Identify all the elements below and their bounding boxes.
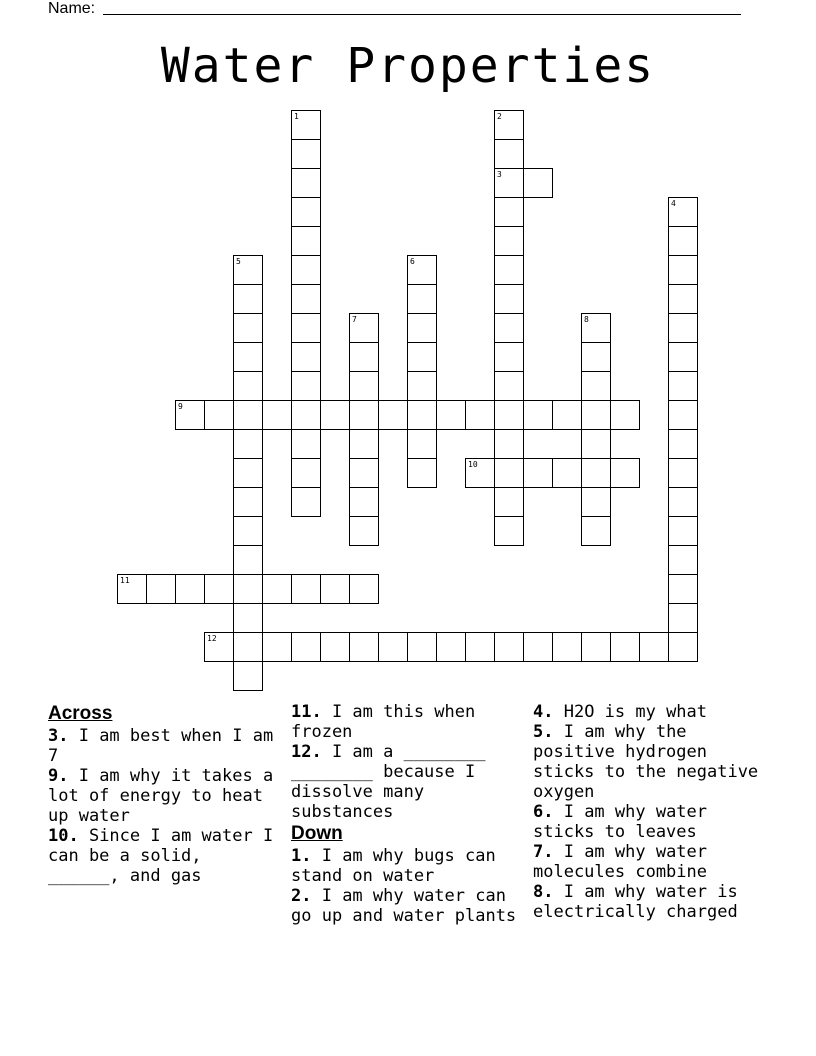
grid-cell[interactable] xyxy=(494,458,524,488)
grid-cell[interactable] xyxy=(233,545,263,575)
grid-cell[interactable] xyxy=(494,139,524,169)
cell-number: 11 xyxy=(120,576,130,585)
clue-text: I am a ________ ________ because I dissolve many substances xyxy=(291,742,486,822)
grid-cell[interactable] xyxy=(407,284,437,314)
grid-cell[interactable] xyxy=(175,400,205,430)
grid-cell[interactable] xyxy=(320,574,350,604)
grid-cell[interactable] xyxy=(146,574,176,604)
clue-number: 7. xyxy=(533,842,554,862)
clue-number: 8. xyxy=(533,882,554,902)
grid-cell[interactable] xyxy=(494,197,524,227)
grid-cell[interactable] xyxy=(407,255,437,285)
grid-cell[interactable] xyxy=(552,400,582,430)
grid-cell[interactable] xyxy=(349,632,379,662)
clue-down-1 xyxy=(291,846,523,886)
grid-cell[interactable] xyxy=(610,458,640,488)
grid-cell[interactable] xyxy=(407,313,437,343)
clue-number: 1. xyxy=(291,846,312,866)
grid-cell[interactable] xyxy=(552,458,582,488)
down-heading: Down xyxy=(291,823,343,844)
grid-cell[interactable] xyxy=(494,284,524,314)
grid-cell[interactable] xyxy=(262,400,292,430)
grid-cell[interactable] xyxy=(494,400,524,430)
grid-cell[interactable] xyxy=(668,545,698,575)
cell-number: 4 xyxy=(671,199,676,208)
grid-cell[interactable] xyxy=(291,255,321,285)
grid-cell[interactable] xyxy=(233,458,263,488)
grid-cell[interactable] xyxy=(668,400,698,430)
name-label: Name: xyxy=(48,0,96,17)
grid-cell[interactable] xyxy=(668,632,698,662)
grid-cell[interactable] xyxy=(523,168,553,198)
grid-cell[interactable] xyxy=(320,632,350,662)
grid-cell[interactable] xyxy=(291,400,321,430)
clue-number: 5. xyxy=(533,722,554,742)
grid-cell[interactable] xyxy=(668,313,698,343)
grid-cell[interactable] xyxy=(668,226,698,256)
grid-cell[interactable] xyxy=(233,400,263,430)
grid-cell[interactable] xyxy=(291,226,321,256)
grid-cell[interactable] xyxy=(494,313,524,343)
grid-cell[interactable] xyxy=(291,284,321,314)
grid-cell[interactable] xyxy=(233,516,263,546)
grid-cell[interactable] xyxy=(349,487,379,517)
clue-text: I am why it takes a lot of energy to heat up water xyxy=(48,766,274,826)
clue-text: H2O is my what xyxy=(553,702,708,722)
cell-number: 3 xyxy=(497,170,502,179)
grid-cell[interactable] xyxy=(407,458,437,488)
across-heading: Across xyxy=(48,703,113,724)
grid-cell[interactable] xyxy=(523,632,553,662)
clue-across-10 xyxy=(48,826,280,886)
grid-cell[interactable] xyxy=(349,371,379,401)
grid-cell[interactable] xyxy=(349,313,379,343)
cell-number: 12 xyxy=(207,634,217,643)
grid-cell[interactable] xyxy=(436,400,466,430)
clue-column-2 xyxy=(291,702,523,926)
grid-cell[interactable] xyxy=(233,487,263,517)
grid-cell[interactable] xyxy=(407,342,437,372)
grid-cell[interactable] xyxy=(494,429,524,459)
clue-text: Since I am water I can be a solid, ______, and gas xyxy=(48,826,274,886)
clue-number: 4. xyxy=(533,702,554,722)
grid-cell[interactable] xyxy=(233,574,263,604)
clue-text: I am why water molecules combine xyxy=(533,842,708,882)
grid-cell[interactable] xyxy=(581,487,611,517)
cell-number: 2 xyxy=(497,112,502,121)
grid-cell[interactable] xyxy=(581,458,611,488)
grid-cell[interactable] xyxy=(233,284,263,314)
grid-cell[interactable] xyxy=(668,197,698,227)
grid-cell[interactable] xyxy=(465,632,495,662)
clue-down-4 xyxy=(533,702,765,722)
cell-number: 6 xyxy=(410,257,415,266)
grid-cell[interactable] xyxy=(581,516,611,546)
grid-cell[interactable] xyxy=(668,516,698,546)
grid-cell[interactable] xyxy=(465,458,495,488)
grid-cell[interactable] xyxy=(436,632,466,662)
grid-cell[interactable] xyxy=(494,371,524,401)
grid-cell[interactable] xyxy=(407,400,437,430)
grid-cell[interactable] xyxy=(668,342,698,372)
grid-cell[interactable] xyxy=(291,487,321,517)
puzzle-title: Water Properties xyxy=(160,38,656,94)
grid-cell[interactable] xyxy=(233,342,263,372)
grid-cell[interactable] xyxy=(262,632,292,662)
clue-text: I am why the positive hydrogen sticks to the negative oxygen xyxy=(533,722,759,802)
cell-number: 1 xyxy=(294,112,299,121)
grid-cell[interactable] xyxy=(204,400,234,430)
clue-down-6 xyxy=(533,802,765,842)
clue-column-3 xyxy=(533,702,765,922)
grid-cell[interactable] xyxy=(291,313,321,343)
grid-cell[interactable] xyxy=(581,429,611,459)
grid-cell[interactable] xyxy=(204,632,234,662)
clue-across-12 xyxy=(291,742,523,822)
clue-across-3 xyxy=(48,726,280,766)
grid-cell[interactable] xyxy=(581,632,611,662)
clue-number: 10. xyxy=(48,826,79,846)
grid-cell[interactable] xyxy=(233,313,263,343)
grid-cell[interactable] xyxy=(494,632,524,662)
grid-cell[interactable] xyxy=(494,516,524,546)
grid-cell[interactable] xyxy=(639,632,669,662)
grid-cell[interactable] xyxy=(233,429,263,459)
grid-cell[interactable] xyxy=(233,661,263,691)
grid-cell[interactable] xyxy=(494,110,524,140)
grid-cell[interactable] xyxy=(668,371,698,401)
grid-cell[interactable] xyxy=(494,342,524,372)
grid-cell[interactable] xyxy=(668,574,698,604)
grid-cell[interactable] xyxy=(407,632,437,662)
grid-cell[interactable] xyxy=(668,458,698,488)
grid-cell[interactable] xyxy=(610,632,640,662)
grid-cell[interactable] xyxy=(668,487,698,517)
cell-number: 10 xyxy=(468,460,478,469)
grid-cell[interactable] xyxy=(262,574,292,604)
clue-across-11 xyxy=(291,702,523,742)
grid-cell[interactable] xyxy=(494,487,524,517)
grid-cell[interactable] xyxy=(291,342,321,372)
grid-cell[interactable] xyxy=(291,139,321,169)
grid-cell[interactable] xyxy=(610,400,640,430)
grid-cell[interactable] xyxy=(349,458,379,488)
grid-cell[interactable] xyxy=(117,574,147,604)
clue-down-2 xyxy=(291,886,523,926)
grid-cell[interactable] xyxy=(552,632,582,662)
clue-text: I am why water sticks to leaves xyxy=(533,802,708,842)
clue-number: 9. xyxy=(48,766,69,786)
grid-cell[interactable] xyxy=(668,255,698,285)
grid-cell[interactable] xyxy=(291,197,321,227)
grid-cell[interactable] xyxy=(581,400,611,430)
clue-number: 11. xyxy=(291,702,322,722)
grid-cell[interactable] xyxy=(233,603,263,633)
grid-cell[interactable] xyxy=(465,400,495,430)
clue-text: I am why water is electrically charged xyxy=(533,882,738,922)
clue-text: I am this when frozen xyxy=(291,702,476,742)
grid-cell[interactable] xyxy=(175,574,205,604)
grid-cell[interactable] xyxy=(233,371,263,401)
clue-text: I am why bugs can stand on water xyxy=(291,846,496,886)
clue-down-5 xyxy=(533,722,765,802)
name-underline xyxy=(103,14,741,15)
grid-cell[interactable] xyxy=(581,371,611,401)
clue-number: 2. xyxy=(291,886,312,906)
grid-cell[interactable] xyxy=(668,603,698,633)
cell-number: 5 xyxy=(236,257,241,266)
clue-column-1 xyxy=(48,702,280,886)
grid-cell[interactable] xyxy=(494,226,524,256)
grid-cell[interactable] xyxy=(523,400,553,430)
clue-down-8 xyxy=(533,882,765,922)
grid-cell[interactable] xyxy=(291,168,321,198)
grid-cell[interactable] xyxy=(291,110,321,140)
grid-cell[interactable] xyxy=(494,255,524,285)
grid-cell[interactable] xyxy=(291,429,321,459)
grid-cell[interactable] xyxy=(349,574,379,604)
grid-cell[interactable] xyxy=(291,371,321,401)
grid-cell[interactable] xyxy=(581,342,611,372)
clue-across-9 xyxy=(48,766,280,826)
grid-cell[interactable] xyxy=(523,458,553,488)
grid-cell[interactable] xyxy=(668,284,698,314)
grid-cell[interactable] xyxy=(407,429,437,459)
grid-cell[interactable] xyxy=(349,400,379,430)
grid-cell[interactable] xyxy=(668,429,698,459)
cell-number: 8 xyxy=(584,315,589,324)
grid-cell[interactable] xyxy=(581,313,611,343)
grid-cell[interactable] xyxy=(204,574,234,604)
grid-cell[interactable] xyxy=(320,400,350,430)
clue-down-7 xyxy=(533,842,765,882)
clue-text: I am why water can go up and water plants xyxy=(291,886,517,926)
cell-number: 7 xyxy=(352,315,357,324)
grid-cell[interactable] xyxy=(291,632,321,662)
grid-cell[interactable] xyxy=(349,342,379,372)
clue-text: I am best when I am 7 xyxy=(48,726,274,766)
grid-cell[interactable] xyxy=(233,632,263,662)
grid-cell[interactable] xyxy=(291,458,321,488)
cell-number: 9 xyxy=(178,402,183,411)
grid-cell[interactable] xyxy=(378,400,408,430)
grid-cell[interactable] xyxy=(494,168,524,198)
grid-cell[interactable] xyxy=(233,255,263,285)
grid-cell[interactable] xyxy=(349,429,379,459)
grid-cell[interactable] xyxy=(378,632,408,662)
grid-cell[interactable] xyxy=(349,516,379,546)
clue-number: 12. xyxy=(291,742,322,762)
clue-number: 6. xyxy=(533,802,554,822)
clue-number: 3. xyxy=(48,726,69,746)
grid-cell[interactable] xyxy=(407,371,437,401)
grid-cell[interactable] xyxy=(291,574,321,604)
